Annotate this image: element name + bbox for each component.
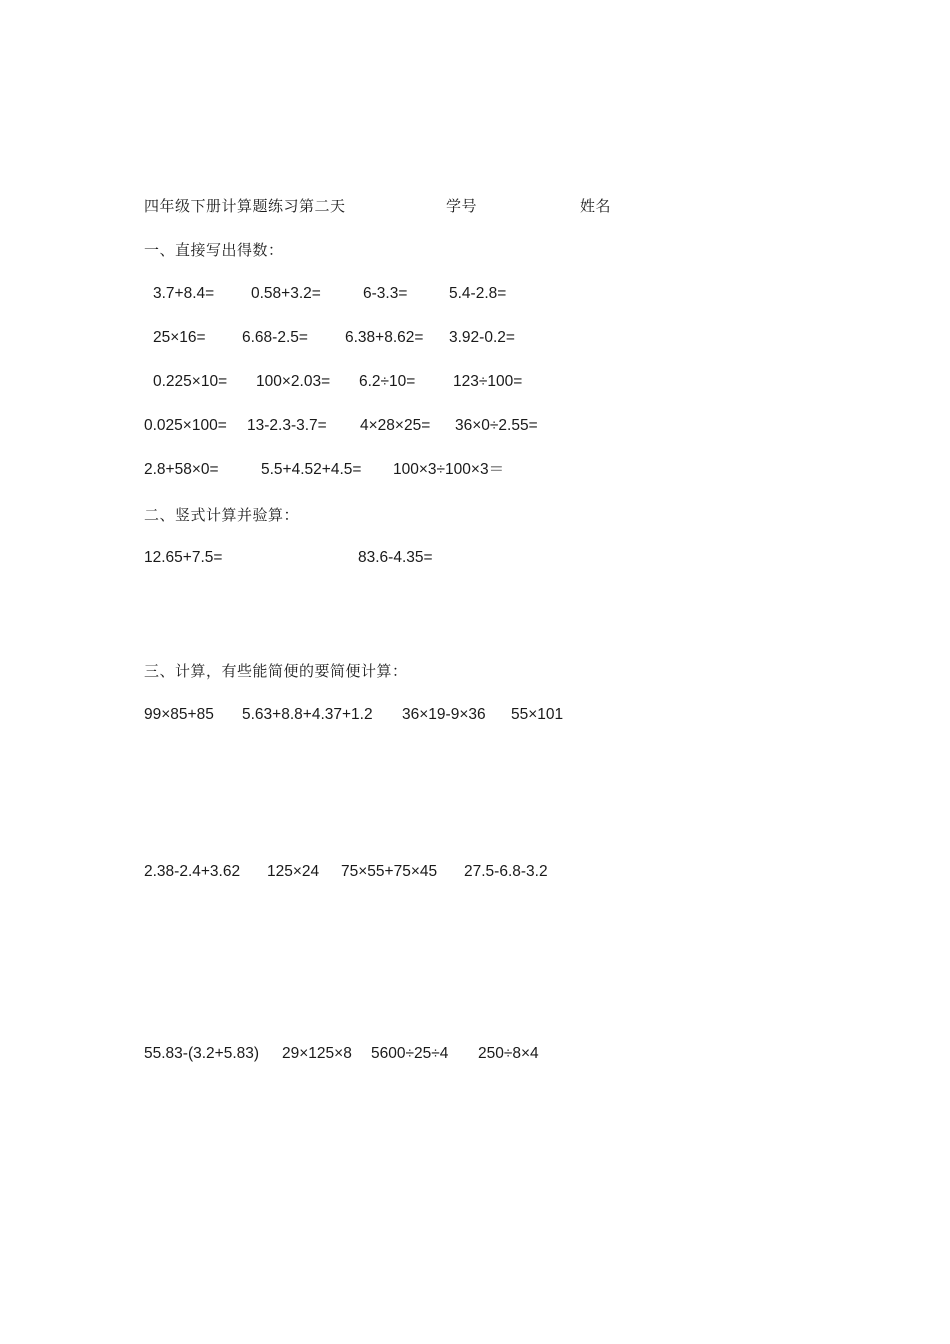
problem: 55×101 (511, 706, 564, 723)
problem: 36×0÷2.55= (455, 417, 538, 434)
section3-row-1 (144, 704, 844, 726)
section2-heading: 二、竖式计算并验算： (144, 506, 300, 524)
problem: 3.92-0.2= (449, 329, 515, 346)
problem: 6.2÷10= (359, 373, 416, 390)
section1-heading: 一、直接写出得数： (144, 241, 284, 259)
problem: 2.38-2.4+3.62 (144, 863, 241, 880)
section3-heading: 三、计算，有些能简便的要简便计算： (144, 662, 408, 680)
problem: 83.6-4.35= (358, 549, 433, 566)
problem: 27.5-6.8-3.2 (464, 863, 548, 880)
section1-row-4 (144, 415, 844, 437)
problem: 5.5+4.52+4.5= (261, 461, 362, 478)
problem: 6.68-2.5= (242, 329, 308, 346)
problem: 5.4-2.8= (449, 285, 507, 302)
problem: 99×85+85 (144, 706, 214, 723)
problem: 4×28×25= (360, 417, 431, 434)
problem: 125×24 (267, 863, 320, 880)
section1-row-2 (144, 327, 844, 349)
student-name-label: 姓名 (580, 197, 612, 215)
problem: 5600÷25÷4 (371, 1045, 449, 1062)
problem: 0.58+3.2= (251, 285, 321, 302)
section2-row (144, 547, 844, 569)
problem: 25×16= (153, 329, 206, 346)
problem: 100×3÷100×3＝ (393, 461, 505, 478)
problem: 55.83-(3.2+5.83) (144, 1045, 260, 1062)
section1-row-5 (144, 459, 844, 481)
section3-row-2 (144, 861, 844, 883)
problem: 2.8+58×0= (144, 461, 219, 478)
problem: 5.63+8.8+4.37+1.2 (242, 706, 373, 723)
problem: 13-2.3-3.7= (247, 417, 327, 434)
problem: 6-3.3= (363, 285, 408, 302)
worksheet-title: 四年级下册计算题练习第二天 (144, 197, 346, 215)
problem: 36×19-9×36 (402, 706, 486, 723)
section1-row-3 (144, 371, 844, 393)
problem: 250÷8×4 (478, 1045, 539, 1062)
student-number-label: 学号 (446, 197, 478, 215)
section3-row-3 (144, 1043, 844, 1065)
problem: 100×2.03= (256, 373, 331, 390)
problem: 3.7+8.4= (153, 285, 215, 302)
worksheet-header (144, 195, 844, 217)
problem: 6.38+8.62= (345, 329, 424, 346)
section1-row-1 (144, 283, 844, 305)
problem: 123÷100= (453, 373, 523, 390)
problem: 0.225×10= (153, 373, 228, 390)
problem: 75×55+75×45 (341, 863, 438, 880)
problem: 29×125×8 (282, 1045, 352, 1062)
problem: 12.65+7.5= (144, 549, 223, 566)
problem: 0.025×100= (144, 417, 227, 434)
